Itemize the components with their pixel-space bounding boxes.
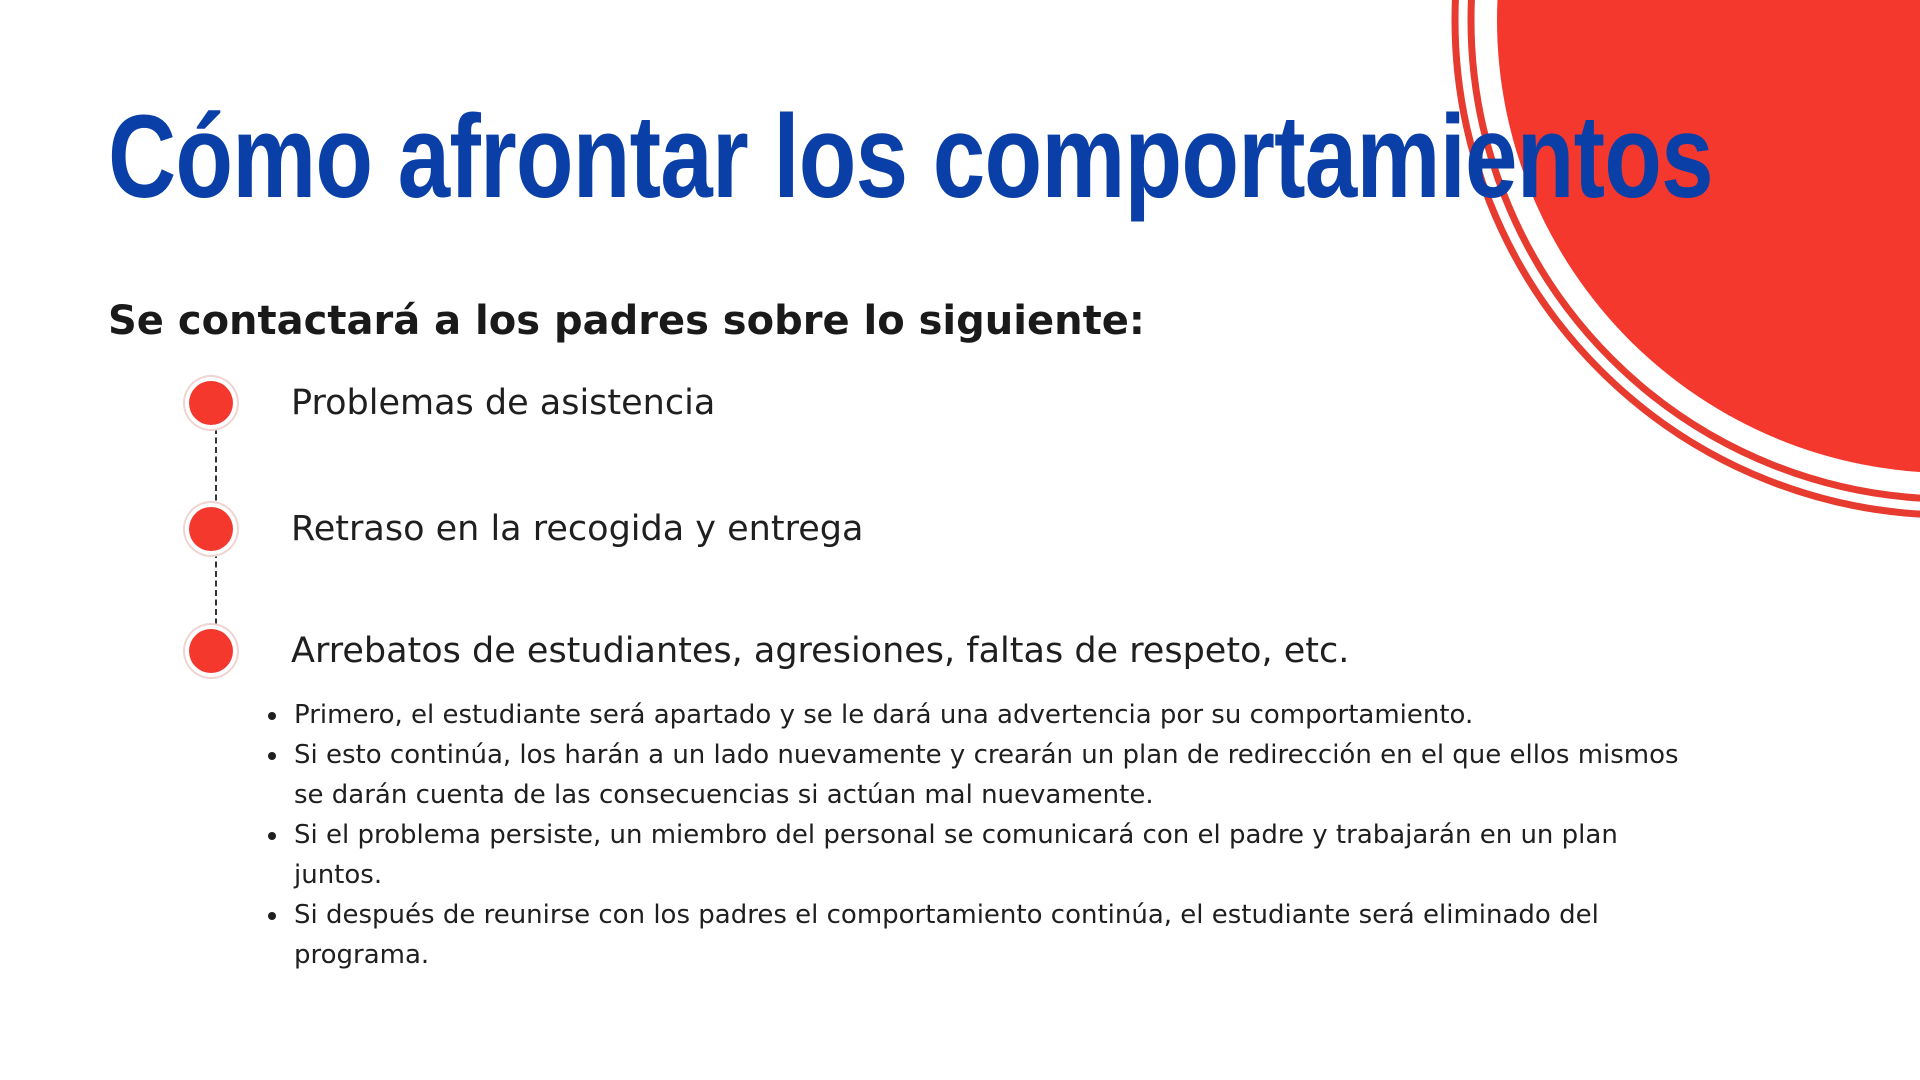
red-circle xyxy=(1497,0,1920,473)
list-item xyxy=(266,895,1686,975)
slide-title: Cómo afrontar los comportamientos xyxy=(108,91,1713,223)
list-item xyxy=(266,735,1686,815)
list-item xyxy=(266,695,1686,735)
red-dot-icon xyxy=(189,629,233,673)
list-item-text: Si esto continúa, los harán a un lado nuevamente y crearán un plan de redirección en el que ellos mismos se darán cuenta de las consecuencias si actúan mal nuevamente. xyxy=(294,740,1679,810)
list-item-text: Primero, el estudiante será apartado y se le dará una advertencia por su comportamiento. xyxy=(294,700,1474,730)
consequence-steps-list xyxy=(266,695,1686,975)
bullet-icon xyxy=(268,912,276,920)
red-dot-icon xyxy=(189,381,233,425)
red-dot-icon xyxy=(189,507,233,551)
timeline-item-label: Arrebatos de estudiantes, agresiones, faltas de respeto, etc. xyxy=(291,631,1350,671)
bullet-icon xyxy=(268,832,276,840)
timeline-connector xyxy=(215,552,217,634)
timeline-item-late-pickup xyxy=(189,507,863,551)
list-item xyxy=(266,815,1686,895)
timeline-item-label: Retraso en la recogida y entrega xyxy=(291,509,864,549)
bullet-icon xyxy=(268,752,276,760)
timeline-connector xyxy=(215,428,217,510)
list-item-text: Si después de reunirse con los padres el comportamiento continúa, el estudiante será eliminado del programa. xyxy=(294,900,1599,970)
timeline-item-label: Problemas de asistencia xyxy=(291,383,716,423)
slide-subtitle: Se contactará a los padres sobre lo siguiente: xyxy=(108,298,1145,344)
timeline-item-outbursts xyxy=(189,629,1349,673)
list-item-text: Si el problema persiste, un miembro del personal se comunicará con el padre y trabajarán en un plan juntos. xyxy=(294,820,1618,890)
timeline-item-attendance xyxy=(189,381,715,425)
bullet-icon xyxy=(268,712,276,720)
